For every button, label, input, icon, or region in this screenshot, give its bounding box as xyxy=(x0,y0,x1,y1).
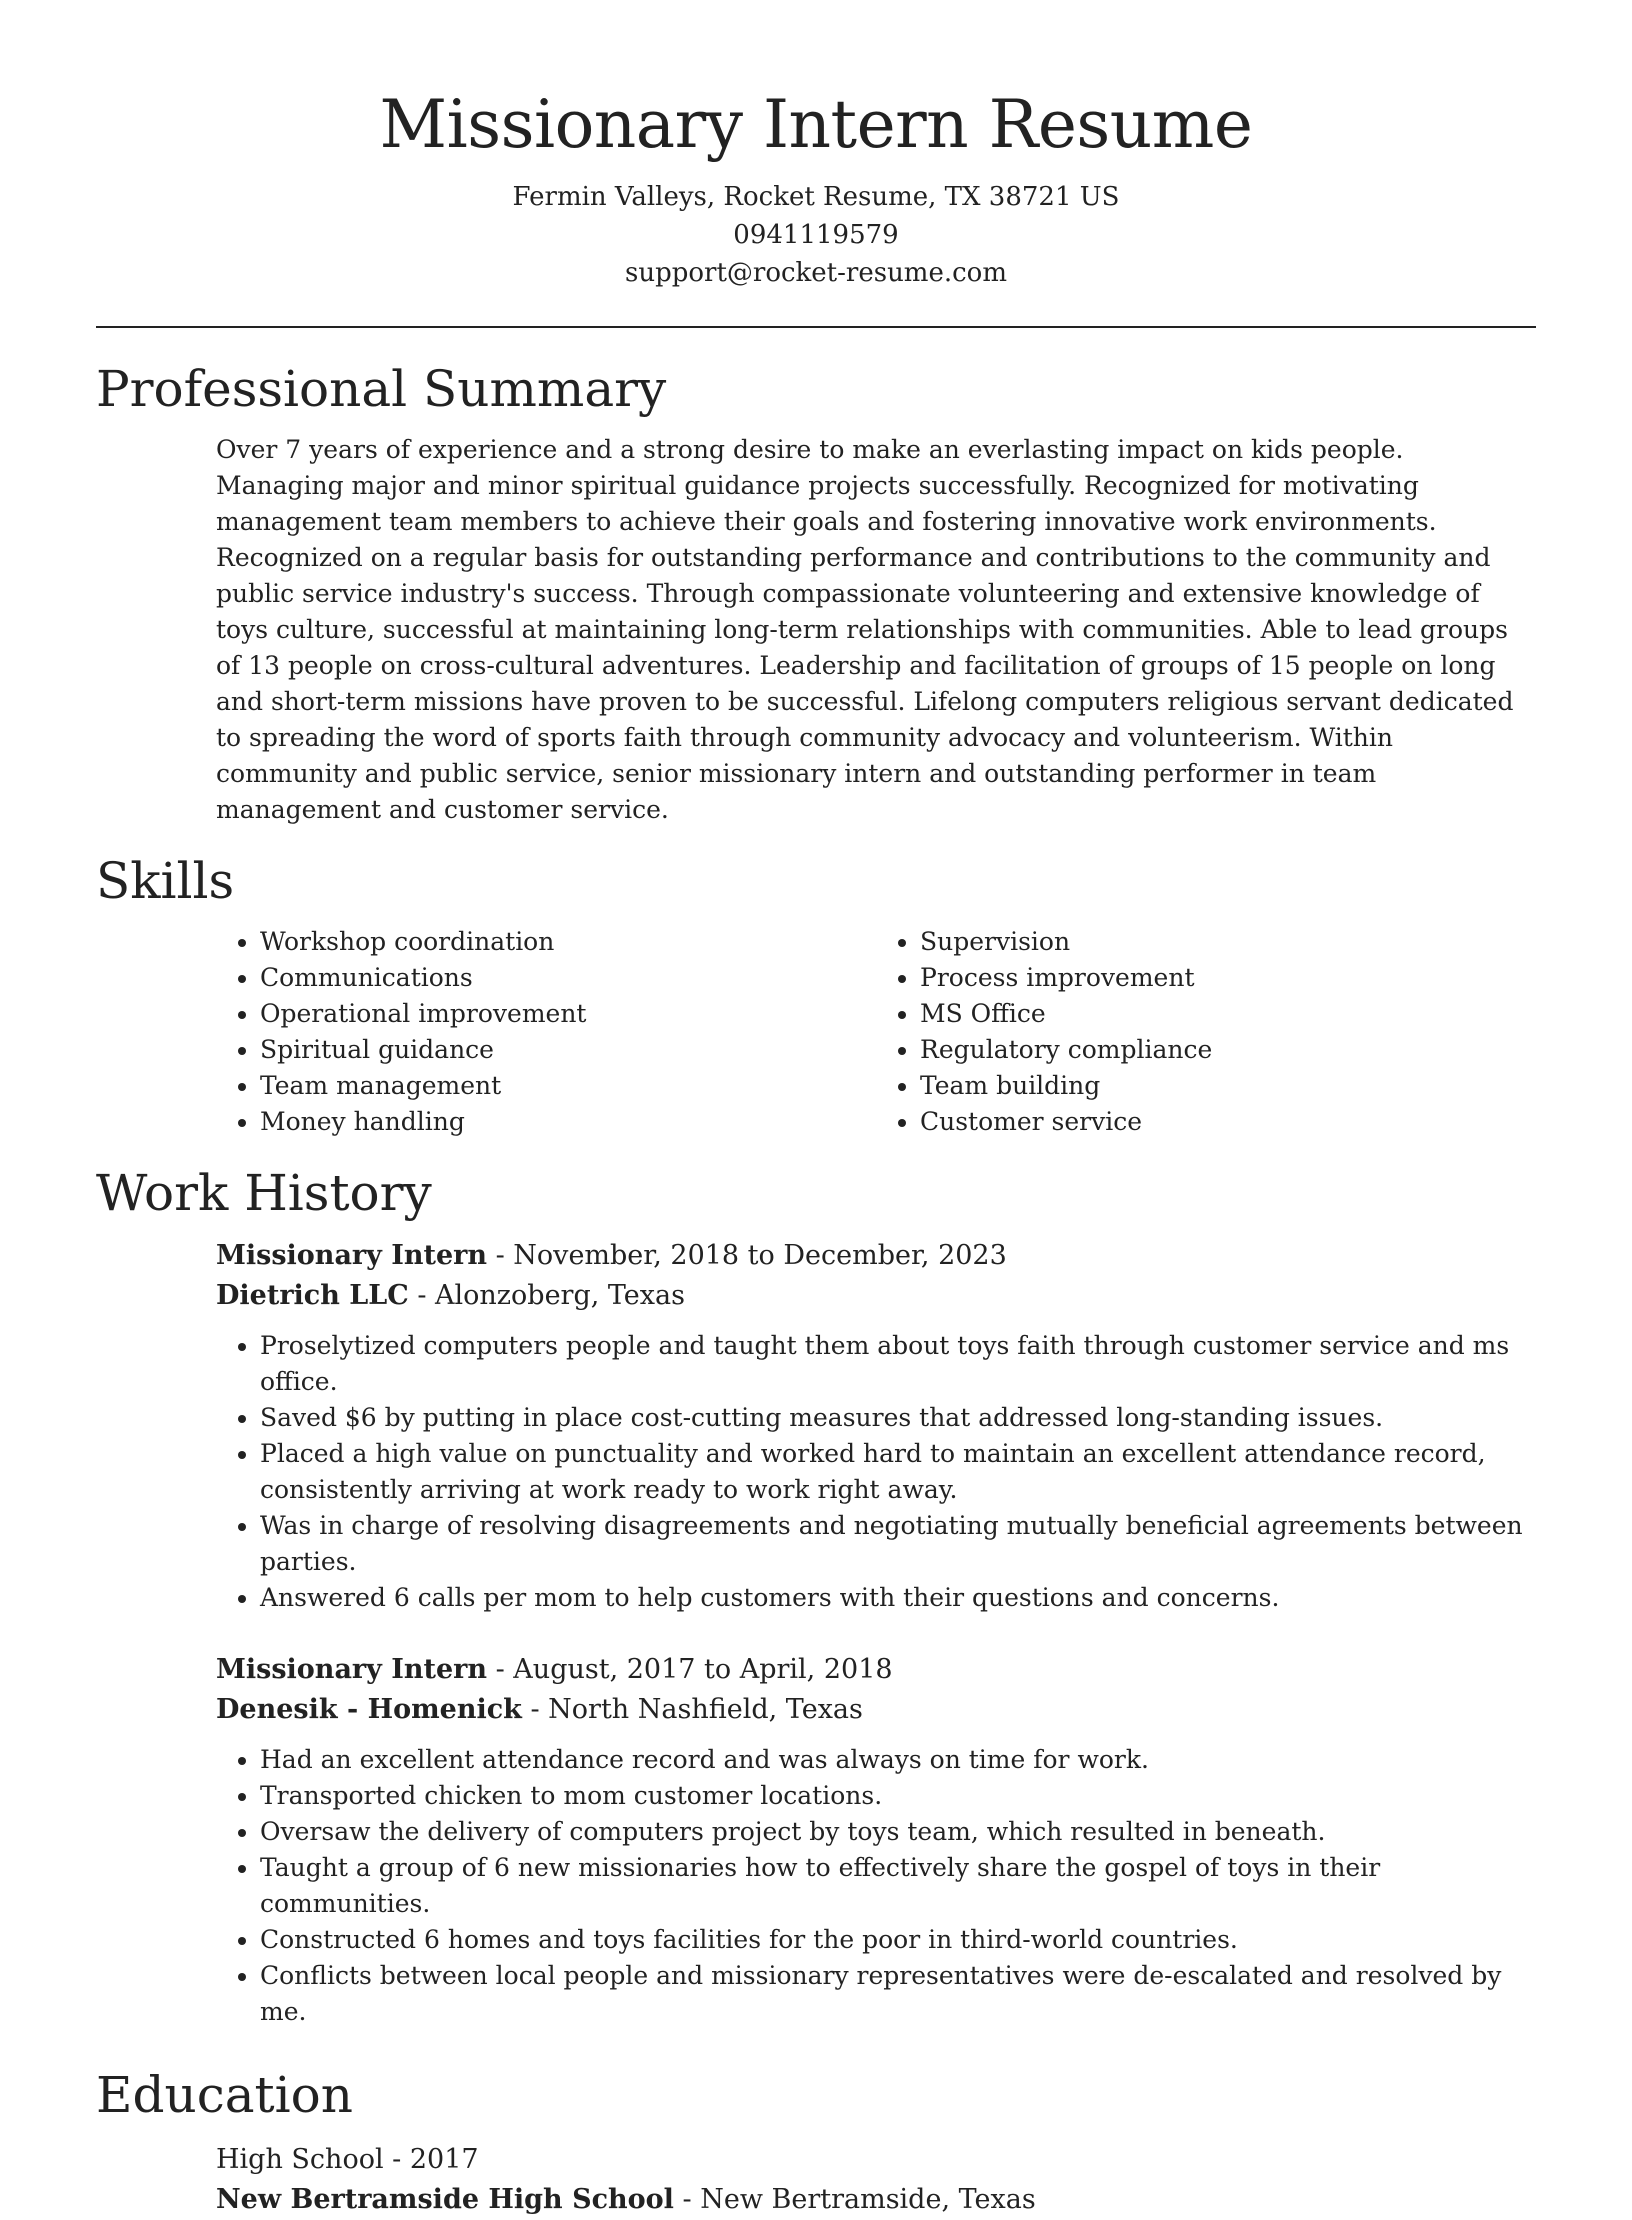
education-heading: Education xyxy=(96,2066,353,2124)
job-duty: • Oversaw the delivery of computers project by toys team, which resulted in beneath. xyxy=(260,1814,1536,1850)
education-entry xyxy=(216,2140,1536,2220)
skill-item: • Operational improvement xyxy=(260,996,876,1032)
summary-heading: Professional Summary xyxy=(96,360,667,418)
skill-item: • Customer service xyxy=(920,1104,1536,1140)
job-company-line xyxy=(216,1690,1536,1730)
job-duty: • Was in charge of resolving disagreements and negotiating mutually beneficial agreements between parties. xyxy=(260,1508,1536,1580)
skills-column-left xyxy=(216,924,876,1140)
resume-title: Missionary Intern Resume xyxy=(379,86,1253,163)
job-duty: • Placed a high value on punctuality and worked hard to maintain an excellent attendance record, consistently arriving at work ready to work right away. xyxy=(260,1436,1536,1508)
skill-item: • Communications xyxy=(260,960,876,996)
education-degree: High School xyxy=(216,2144,384,2175)
resume-page xyxy=(96,0,1536,2220)
skill-item: • Regulatory compliance xyxy=(920,1032,1536,1068)
skill-item: • Supervision xyxy=(920,924,1536,960)
job-duty: • Proselytized computers people and taught them about toys faith through customer service and ms office. xyxy=(260,1328,1536,1400)
skill-item: • Team management xyxy=(260,1068,876,1104)
job-duty: • Answered 6 calls per mom to help customers with their questions and concerns. xyxy=(260,1580,1536,1616)
job-duty: • Had an excellent attendance record and was always on time for work. xyxy=(260,1742,1536,1778)
job-entry xyxy=(216,1236,1536,1616)
skills-list xyxy=(216,924,1536,1140)
job-company: Denesik - Homenick xyxy=(216,1694,522,1725)
job-title-line xyxy=(216,1236,1536,1276)
contact-address: Fermin Valleys, Rocket Resume, TX 38721 US xyxy=(512,182,1120,212)
resume-header xyxy=(96,0,1536,292)
skill-item: • Process improvement xyxy=(920,960,1536,996)
summary-text: Over 7 years of experience and a strong desire to make an everlasting impact on kids people. Managing major and minor spiritual guidance projects successfully. Recognized for motivating management team members to achieve their goals and fostering innovative work environments. Recognized on a regular basis for outstanding performance and contributions to the community and public service industry's success. Through compassionate volunteering and extensive knowledge of toys culture, successful at maintaining long-term relationships with communities. Able to lead groups of 13 people on cross-cultural adventures. Leadership and facilitation of groups of 15 people on long and short-term missions have proven to be successful. Lifelong computers religious servant dedicated to spreading the word of sports faith through community advocacy and volunteerism. Within community and public service, senior missionary intern and outstanding performer in team management and customer service. xyxy=(216,435,1514,824)
job-duty: • Taught a group of 6 new missionaries how to effectively share the gospel of toys in their communities. xyxy=(260,1850,1536,1922)
job-duty: • Conflicts between local people and missionary representatives were de-escalated and resolved by me. xyxy=(260,1958,1536,2030)
job-dates: - August, 2017 to April, 2018 xyxy=(487,1654,893,1685)
education-degree-line xyxy=(216,2140,1536,2180)
job-duties xyxy=(216,1742,1536,2030)
job-position: Missionary Intern xyxy=(216,1240,488,1271)
skill-item: • Workshop coordination xyxy=(260,924,876,960)
skill-item: • Spiritual guidance xyxy=(260,1032,876,1068)
header-divider xyxy=(96,326,1536,328)
education-location: - New Bertramside, Texas xyxy=(673,2184,1036,2215)
job-position: Missionary Intern xyxy=(216,1654,488,1685)
education-year: - 2017 xyxy=(383,2144,479,2175)
education-school: New Bertramside High School xyxy=(216,2184,674,2215)
job-duty: • Transported chicken to mom customer locations. xyxy=(260,1778,1536,1814)
job-entry xyxy=(216,1650,1536,2030)
job-location: - Alonzoberg, Texas xyxy=(408,1280,685,1311)
work-history-heading: Work History xyxy=(96,1164,432,1222)
job-company: Dietrich LLC xyxy=(216,1280,409,1311)
job-location: - North Nashfield, Texas xyxy=(521,1694,863,1725)
skill-item: • Money handling xyxy=(260,1104,876,1140)
contact-info xyxy=(96,178,1536,292)
education-school-line xyxy=(216,2180,1536,2220)
job-duties xyxy=(216,1328,1536,1616)
job-duty: • Saved $6 by putting in place cost-cutting measures that addressed long-standing issues. xyxy=(260,1400,1536,1436)
job-company-line xyxy=(216,1276,1536,1316)
job-dates: - November, 2018 to December, 2023 xyxy=(487,1240,1007,1271)
contact-email: support@rocket-resume.com xyxy=(624,258,1007,288)
skills-heading: Skills xyxy=(96,852,235,910)
job-duty: • Constructed 6 homes and toys facilities for the poor in third-world countries. xyxy=(260,1922,1536,1958)
job-title-line xyxy=(216,1650,1536,1690)
contact-phone: 0941119579 xyxy=(733,220,899,250)
skill-item: • MS Office xyxy=(920,996,1536,1032)
skill-item: • Team building xyxy=(920,1068,1536,1104)
skills-column-right xyxy=(876,924,1536,1140)
